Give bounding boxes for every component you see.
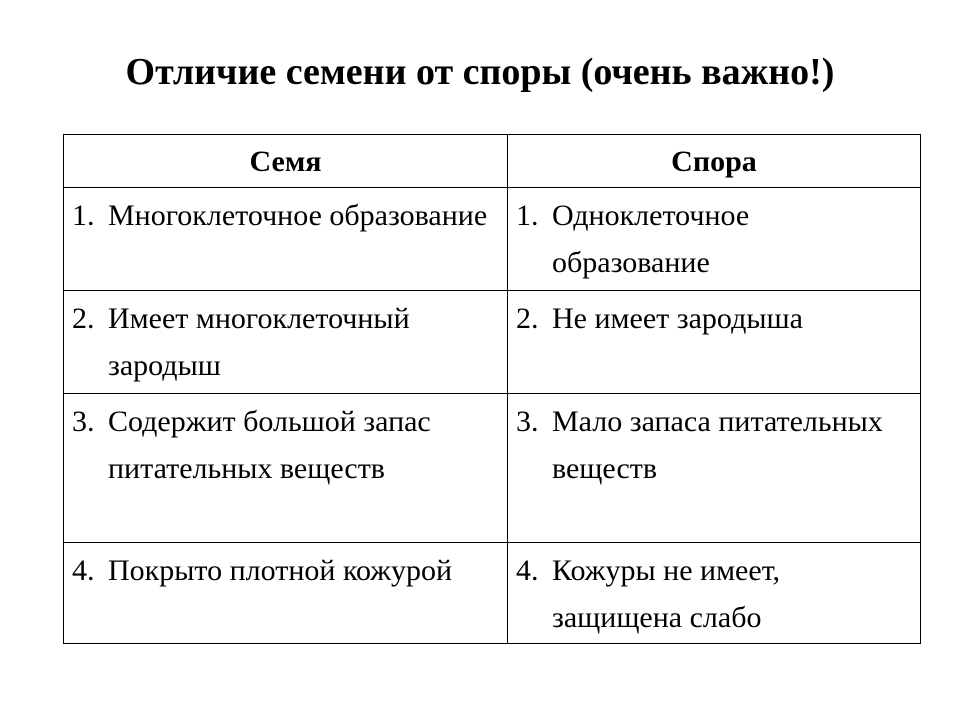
page-title: Отличие семени от споры (очень важно!) (125, 51, 835, 93)
item-number: 2. (72, 302, 95, 335)
item-text: Покрыто плотной кожурой (108, 554, 453, 587)
item-text: Кожуры не имеет, защищена слабо (552, 554, 781, 634)
item-text: Содержит большой запас питательных веществ (108, 405, 431, 485)
spore-cell (508, 188, 921, 291)
item-number: 2. (516, 302, 539, 335)
item-number: 1. (516, 199, 539, 232)
spore-cell (508, 543, 921, 644)
item-text: Многоклеточное образование (108, 199, 488, 232)
table-row (64, 394, 921, 543)
table-header-row (64, 135, 921, 188)
header-spore: Спора (508, 135, 921, 188)
item-text: Имеет многоклеточный зародыш (108, 302, 410, 382)
seed-cell (64, 394, 508, 543)
item-number: 4. (516, 554, 539, 587)
item-number: 1. (72, 199, 95, 232)
table-row (64, 188, 921, 291)
seed-cell (64, 543, 508, 644)
table-row (64, 543, 921, 644)
item-number: 3. (72, 405, 95, 438)
header-seed: Семя (64, 135, 508, 188)
table-row (64, 291, 921, 394)
item-number: 4. (72, 554, 95, 587)
item-number: 3. (516, 405, 539, 438)
seed-cell (64, 188, 508, 291)
seed-cell (64, 291, 508, 394)
item-text: Одноклеточное образование (552, 199, 750, 279)
spore-cell (508, 394, 921, 543)
comparison-table (63, 134, 921, 644)
item-text: Мало запаса питательных веществ (552, 405, 883, 485)
item-text: Не имеет зародыша (552, 302, 803, 335)
spore-cell (508, 291, 921, 394)
